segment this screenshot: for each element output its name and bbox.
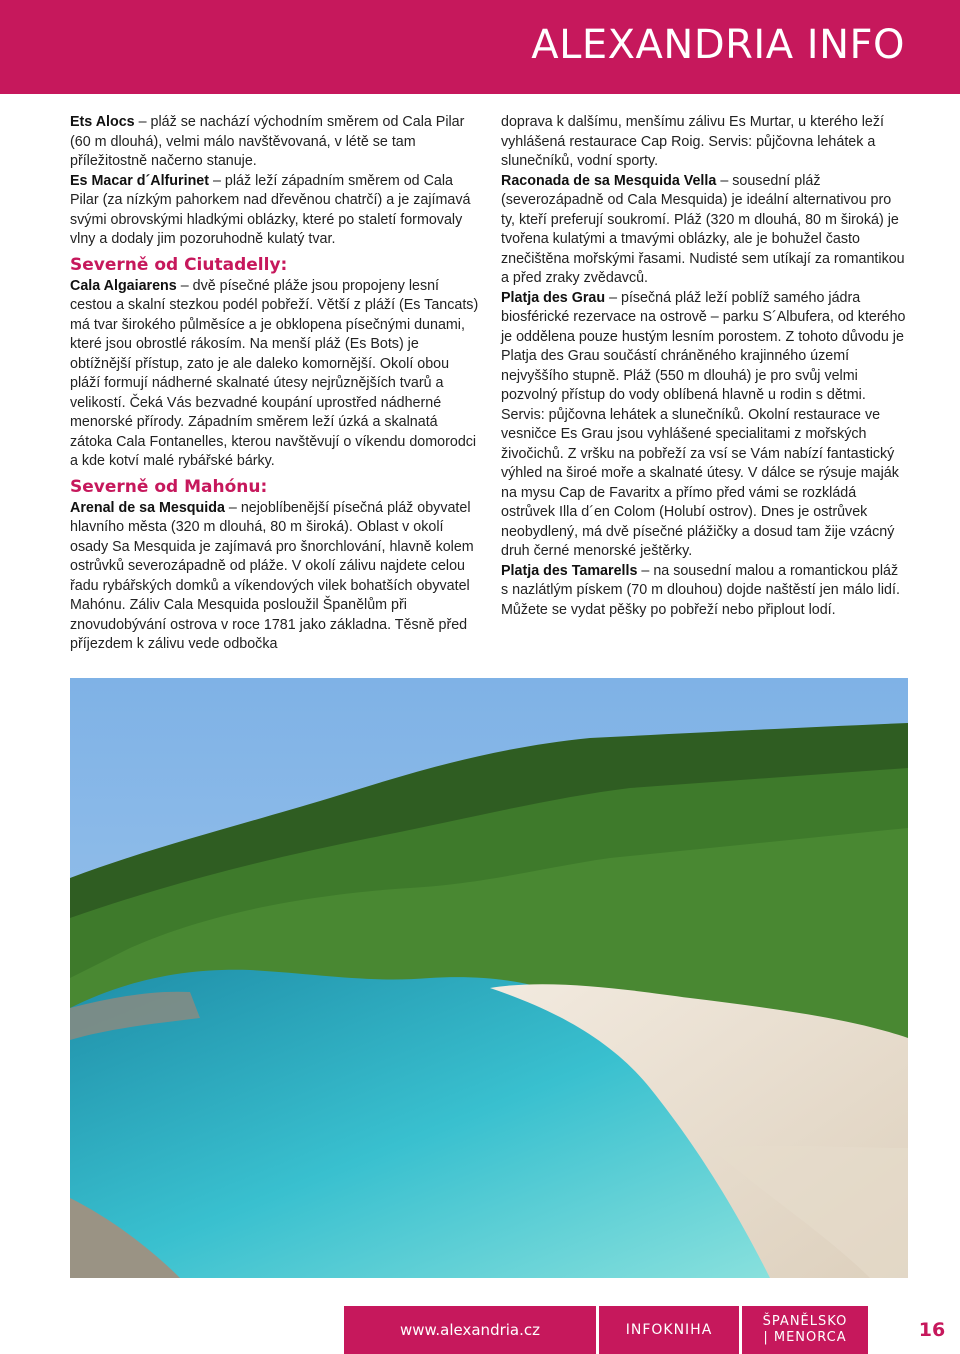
text-platja-des-grau: – písečná pláž leží poblíž samého jádra biosférické rezervace na ostrově – parku S´Albufera, od kterého je oddělena pouze hustým lesním porostem. Z tohoto důvodu je Platja des Grau součástí chráněného krajinného území nejvyššího stupně. Pláž (550 m dlouhá) je pro svůj velmi pozvolný přístup do vody oblíbená hlavně u rodin s dětmi. Servis: půjčovna lehátek a slunečníků. Okolní restaurace ve vesničce Es Grau jsou vyhlášené specialitami z mořských živočichů. Z vršku na pobřeží za vsí se Vám nabízí fantastický výhled na široé moře a skalnaté útesy. V dálce se rýsuje maják na mysu Cap de Favaritx a přímo před vámi se rozkládá ostrůvek Illa d´en Colom (Holubí ostrov). Dnes je ostrůvek neobydlený, má dvě písečné plážičky a dosud tam žije vzácný druh černé menorské ještěrky. [501,289,906,559]
footer-website-link[interactable]: www.alexandria.cz [344,1306,596,1354]
paragraph-cala-algaiarens [70,277,480,472]
term-es-macar: Es Macar d´Alfurinet [70,172,210,189]
paragraph-ets-alocs [70,113,480,172]
footer-region [742,1306,868,1354]
footer-region-island: | MENORCA [763,1330,847,1345]
paragraph-raconada [501,172,909,289]
left-column [70,113,480,655]
term-cala-algaiarens: Cala Algaiarens [70,277,177,294]
text-platja-des-tamarells: – na sousední malou a romantickou pláž s nazlátlým pískem (70 m dlouhou) dojde naštěstí jen málo lidí. Můžete se vydat pěšky po pobřeží nebo připlout lodí. [501,562,900,618]
page-title: ALEXANDRIA INFO [531,22,905,68]
paragraph-platja-des-grau [501,289,909,562]
text-cala-algaiarens: – dvě písečné pláže jsou propojeny lesní cestou a skalní stezkou podél pobřeží. Větší z pláží (Es Tancats) má tvar širokého půlměsíce a je obklopena písečnými dunami, které jsou obrostlé rákosím. Na menší pláž (Es Bots) je obtížnější přístup, zato je ale daleko komornější. Okolí obou pláží formují nádherné skalnaté útesy nejrůznějších tvarů a velikostí. Čeká Vás bezvadné koupání uprostřed nádherné menorské přírody. Západním směrem leží úzká a skalnatá zátoka Cala Fontanelles, kterou navštěvují o víkendu domorodci a kde kotví malé rybářské bárky. [70,277,479,469]
term-ets-alocs: Ets Alocs [70,114,135,130]
beach-photo-illustration [70,678,908,1278]
term-arenal-de-sa-mesquida: Arenal de sa Mesquida [70,499,225,516]
footer-region-country: ŠPANĚLSKO [762,1314,848,1329]
paragraph-es-macar [70,172,480,250]
term-platja-des-grau: Platja des Grau [501,289,606,306]
beach-photo [70,678,908,1278]
footer-brand: INFOKNIHA [599,1306,739,1354]
text-es-macar: – pláž leží západním směrem od Cala Pilar (za nízkým pahorkem nad dřevěnou chatrčí) a je zajímavá svými obrovskými hladkými oblázky, které po staletí formovaly vlny a dodaly jim pozoruhodně kulatý tvar. [70,172,471,247]
footer-bar [344,1306,910,1354]
text-arenal-de-sa-mesquida: – nejoblíbenější písečná pláž obyvatel hlavního města (320 m dlouhá, 80 m široká). Oblast v okolí osady Sa Mesquida je zajímavá pro šnorchlování, hlavně kolem ostrůvků severozápadně od pláže. V okolí zálivu najdete celou řadu rybářských domků a víkendových vilek bohatších obyvatel Mahónu. Záliv Cala Mesquida posloužil Španělům při znovudobývání ostrova v roce 1781 jako základna. Těsně před příjezdem k zálivu vede odbočka [70,499,474,652]
paragraph-platja-des-tamarells [501,562,909,621]
text-ets-alocs: – pláž se nachází východním směrem od Cala Pilar (60 m dlouhá), velmi málo navštěvovaná, v létě se tam příležitostně načerno stanuje. [70,114,465,169]
heading-ciutadella: Severně od Ciutadelly: [70,254,288,275]
paragraph-continuation: doprava k dalšímu, menšímu zálivu Es Murtar, u kterého leží vyhlášená restaurace Cap Roig. Servis: půjčovna lehátek a slunečníků, vodní sporty. [501,114,884,169]
term-raconada: Raconada de sa Mesquida Vella [501,172,717,189]
text-raconada: – sousední pláž (severozápadně od Cala Mesquida) je ideální alternativou pro ty, kteří preferují soukromí. Pláž (320 m dlouhá, 80 m široká) je tvořena kulatými a tmavými oblázky, ale je bohužel často znečištěna mořskými řasami. Nudisté sem utíkají za romantikou a před zraky zvědavců. [501,172,905,286]
paragraph-arenal-de-sa-mesquida [70,499,480,655]
header-bar [0,0,960,94]
heading-mahon: Severně od Mahónu: [70,476,268,497]
right-column [501,113,909,620]
term-platja-des-tamarells: Platja des Tamarells [501,562,638,579]
page-number: 16 [918,1319,946,1341]
